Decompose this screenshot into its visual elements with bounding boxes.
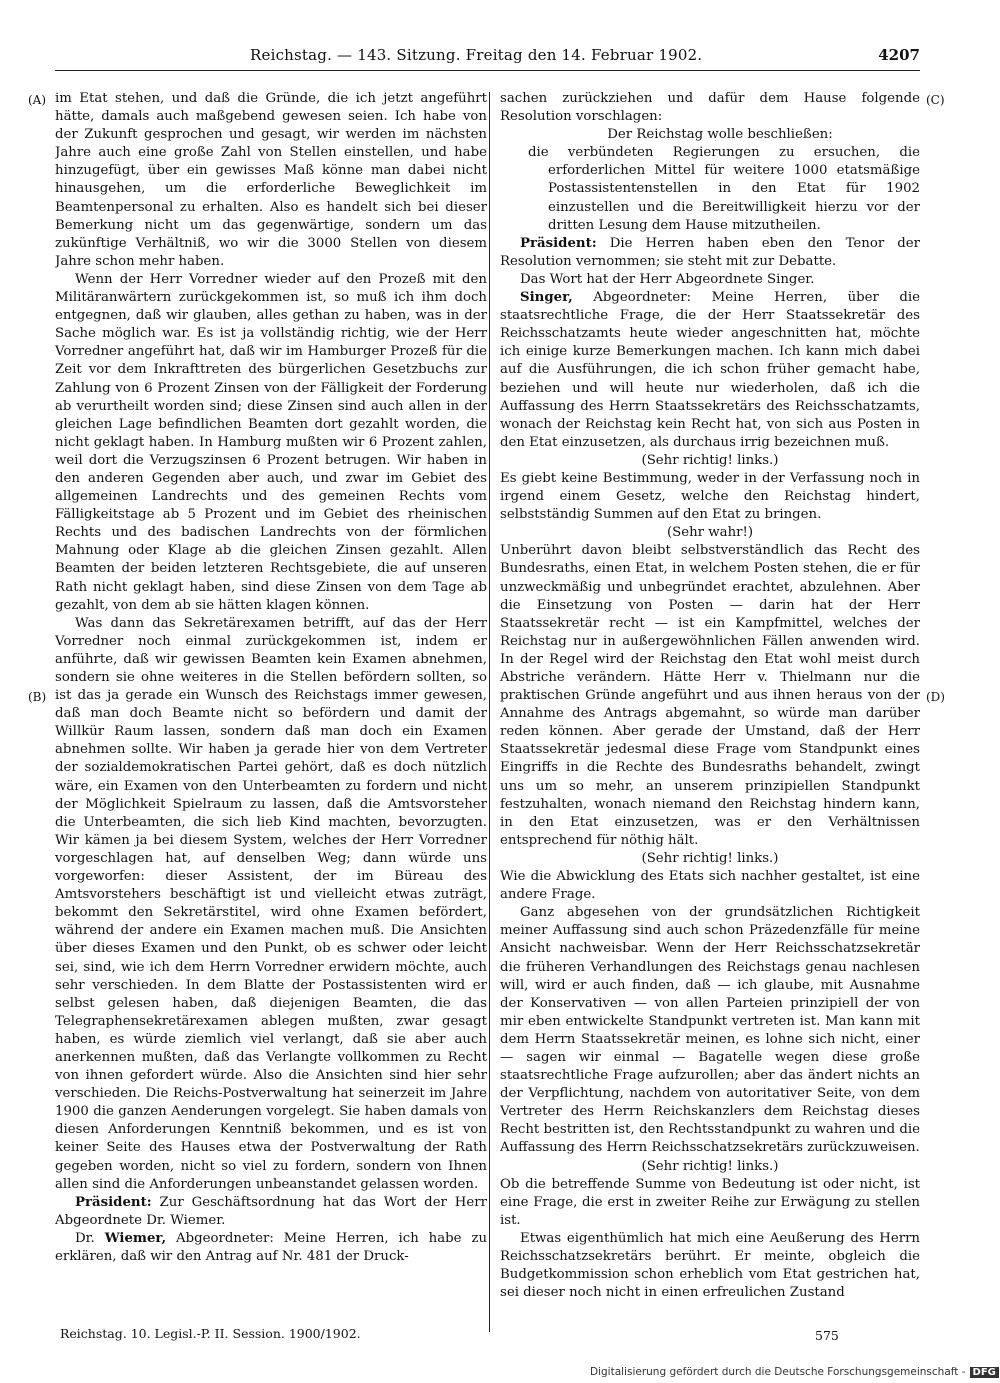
page-number: 4207: [878, 46, 920, 64]
speech-text: Zur Geschäftsordnung hat das Wort der Herr Abgeordnete Dr. Wiemer.: [55, 1194, 487, 1228]
paragraph: Was dann das Sekretärexamen betrifft, auf das der Herr Vorredner noch einmal zurückgekommen ist, indem er anführte, daß wir gewissen Beamten kein Examen abnehmen, sondern sie ohne weiteres in die Stellen befördern sollten, so ist das ja gerade ein Wunsch des Reichstags immer gewesen, daß man doch Beamte nicht so befördern und damit der Willkür Raum lassen, sondern daß man doch ein Examen abnehmen sollte. Wir haben ja gerade hier von dem Vertreter der sozialdemokratischen Partei gehört, daß es doch nützlich wäre, ein Examen von den Unterbeamten zu fordern und nicht der Möglichkeit Spielraum zu lassen, daß die Amtsvorsteher die Unterbeamten, die sich lieb Kind machten, bevorzugten. Wir kämen ja bei diesem System, welches der Herr Vorredner vorgeschlagen hat, auf denselben Weg; dann würde uns vorgeworfen: dieser Assistent, der im Büreau des Amtsvorstehers beschäftigt ist und vielleicht etwas zuträgt, bekommt den Sekretärstitel, wird ohne Examen befördert, während der andere ein Examen machen muß. Die Ansichten über dieses Examen und den Punkt, ob es schwer oder leicht sei, sind, wie ich dem Herrn Vorredner erwidern möchte, auch sehr verschieden. In dem Blatte der Postassistenten wird er selbst gelesen haben, daß diejenigen Beamten, die das Telegraphensekretärexamen ablegen mußten, zwar gesagt haben, es würde ziemlich viel verlangt, daß sie aber auch anerkennen mußten, daß das Verlangte vollkommen zu Recht von ihnen gefordert würde. Also die Ansichten sind hier sehr verschieden. Die Reichs-Postverwaltung hat seinerzeit im Jahre 1900 die ganzen Aenderungen vorgelegt. Sie haben damals von diesen Anforderungen Kenntniß bekommen, und es ist von keiner Seite des Hauses etwa der Postverwaltung der Rath gegeben worden, nicht so viel zu fordern, sondern von Ihnen allen sind die Anforderungen unbeanstandet gelassen worden.: [55, 615, 487, 1192]
resolution-heading: Der Reichstag wolle beschließen:: [607, 127, 833, 143]
speaker-name: Präsident:: [520, 235, 597, 251]
speaker-name: Präsident:: [75, 1194, 152, 1210]
left-column: [55, 90, 487, 1360]
paragraph: Unberührt davon bleibt selbstverständlich das Recht des Bundesraths, einen Etat, in welchem Posten stehen, die er für unzweckmäßig und unbegründet erachtet, abzulehnen. Aber die Einsetzung von Posten — darin hat der Herr Staatssekretär recht — ist ein Kampfmittel, welches der Reichstag nur in außergewöhnlichen Fällen anwenden wird. In der Regel wird der Reichstag den Etat wohl meist durch Abstriche verändern. Hätte Herr v. Thielmann nur die praktischen Gründe angeführt und aus ihnen heraus von der Annahme des Antrags abgemahnt, so würde man darüber reden können. Aber gerade der Umstand, daß der Herr Staatssekretär jedesmal diese Frage vom Standpunkt eines Eingriffs in die Rechte des Bundesraths behandelt, zwingt uns um so mehr, an unserem prinzipiellen Standpunkt festzuhalten, wonach niemand den Reichstag hindern kann, in den Etat einzusetzen, was er den Verhältnissen entsprechend für nöthig hält.: [500, 543, 920, 848]
speaker-title: Dr.: [75, 1230, 105, 1246]
speech-text: Abgeordneter: Meine Herren, über die staatsrechtliche Frage, die der Herr Staatssekretär des Reichsschatzamts heute wieder angeschnitten hat, möchte ich einige kurze Bemerkungen machen. Ich kann mich dabei auf die Ausführungen, die ich schon früher gemacht habe, beziehen und will heute nur wiederholen, daß ich die Auffassung des Herrn Staatssekretärs des Reichsschatzamts, wonach der Reichstag kein Recht hat, von sich aus Posten in den Etat einzusetzen, als durchaus irrig bezeichnen muß.: [500, 290, 920, 450]
paragraph: Es giebt keine Bestimmung, weder in der Verfassung noch in irgend einem Gesetz, welche den Reichstag hindert, selbstständig Summen auf den Etat zu bringen.: [500, 470, 920, 523]
column-divider: [489, 92, 490, 1332]
footer-citation: Reichstag. 10. Legisl.-P. II. Session. 1900/1902.: [60, 1326, 361, 1341]
margin-marker-b: (B): [28, 690, 47, 704]
paragraph: sachen zurückziehen und dafür dem Hause folgende Resolution vorschlagen:: [500, 91, 920, 125]
margin-marker-a: (A): [28, 93, 47, 107]
funding-text: Digitalisierung gefördert durch die Deutsche Forschungsgemeinschaft -: [590, 1366, 966, 1378]
footer-sheet-number: 575: [815, 1328, 839, 1343]
interjection: (Sehr richtig! links.): [641, 850, 779, 866]
paragraph: [500, 289, 920, 452]
speech-text: Abgeordneter: Meine Herren, ich habe zu erklären, daß wir den Antrag auf Nr. 481 der Druck-: [55, 1230, 487, 1264]
speaker-name: Wiemer,: [104, 1230, 167, 1246]
paragraph: Wenn der Herr Vorredner wieder auf den Prozeß mit den Militäranwärtern zurückgekommen ist, so muß ich ihm doch entgegnen, daß wir glauben, alles gethan zu haben, was in der Sache möglich war. Es ist ja vollständig richtig, wie der Herr Vorredner angeführt hat, daß wir im Hamburger Prozeß für die Zeit vor dem Inkrafttreten des bürgerlichen Gesetzbuchs zur Zahlung von 6 Prozent Zinsen von der Fälligkeit der Forderung ab verurtheilt worden sind; diese Zinsen sind auch allen in der gleichen Lage befindlichen Beamten dort gezahlt worden, die nicht geklagt haben. In Hamburg mußten wir 6 Prozent zahlen, weil dort die Verzugszinsen 6 Prozent betrugen. Wir haben in den anderen Gegenden aber auch, und zwar im Gebiet des allgemeinen Landrechts und des gemeinen Rechts vom Fälligkeitstage ab 5 Prozent und im Gebiet des rheinischen Rechts und des badischen Landrechts von der förmlichen Mahnung oder Klage ab die gleichen Zinsen gezahlt. Allen Beamten der beiden letzteren Rechtsgebiete, die auf unseren Rath nicht geklagt haben, sind diese Zinsen von dem Tage ab gezahlt, von dem ab sie hätten klagen können.: [55, 271, 487, 613]
running-header: [55, 44, 920, 71]
speech-text: Die Herren haben eben den Tenor der Resolution vernommen; sie steht mit zur Debatte.: [500, 235, 920, 269]
paragraph: [500, 235, 920, 271]
right-column: [500, 90, 920, 1360]
margin-marker-d: (D): [926, 690, 945, 704]
interjection: (Sehr wahr!): [666, 525, 754, 541]
margin-marker-c: (C): [926, 93, 945, 107]
paragraph: Etwas eigenthümlich hat mich eine Aeußerung des Herrn Reichsschatzsekretärs berührt. Er meinte, obgleich die Budgetkommission schon erheblich vom Etat gestrichen hat, sei dieser noch nicht in einen erfreulichen Zustand: [500, 1230, 920, 1301]
paragraph: Ob die betreffende Summe von Bedeutung ist oder nicht, ist eine Frage, die erst in zweiter Reihe zur Erwägung zu stellen ist.: [500, 1176, 920, 1228]
paragraph: Ganz abgesehen von der grundsätzlichen Richtigkeit meiner Auffassung sind auch schon Präzedenzfälle für meine Ansicht nachweisbar. Wenn der Herr Reichsschatzsekretär die früheren Verhandlungen des Reichstags genau nachlesen will, wird er auch finden, daß — ich glaube, mit Ausnahme der Konservativen — von allen Parteien prinzipiell der von mir eben entwickelte Standpunkt vertreten ist. Man kann mit dem Herrn Staatssekretär meinen, es lohne sich nicht, einer — sagen wir einmal — Bagatelle wegen diese große staatsrechtliche Frage aufzurollen; aber das ändert nichts an der Verpflichtung, nachdem von autoritativer Seite, von dem Vertreter des Herrn Reichskanzlers dem Reichstag dieses Recht bestritten ist, den Rechtsstandpunkt zu wahren und die Auffassung des Herrn Reichsschatzsekretärs zurückzuweisen.: [500, 905, 920, 1156]
funding-note: [590, 1366, 999, 1378]
paragraph: Das Wort hat der Herr Abgeordnete Singer.: [520, 271, 815, 287]
interjection: (Sehr richtig! links.): [641, 1158, 779, 1174]
paragraph: im Etat stehen, und daß die Gründe, die ich jetzt angeführt hätte, damals auch maßgebend gewesen seien. Ich habe von der Zukunft gesprochen und gesagt, wir werden im nächsten Jahre auch eine große Zahl von Stellen einstellen, und habe hinzugefügt, über ein gewisses Maß könne man dabei nicht hinausgehen, um die erforderliche Beweglichkeit im Beamtenpersonal zu erhalten. Also es handelt sich bei dieser Bemerkung nicht um das gegenwärtige, sondern um das zukünftige Verhältniß, wo wir die 3000 Stellen von diesem Jahre schon mehr haben.: [55, 91, 487, 269]
speaker-name: Singer,: [520, 290, 573, 306]
paragraph: [55, 1194, 487, 1230]
header-title: Reichstag. — 143. Sitzung. Freitag den 14. Februar 1902.: [250, 46, 703, 64]
interjection: (Sehr richtig! links.): [641, 452, 779, 468]
paragraph: Wie die Abwicklung des Etats sich nachher gestaltet, ist eine andere Frage.: [500, 869, 920, 903]
dfg-logo: DFG: [970, 1367, 999, 1378]
paragraph: [55, 1230, 487, 1266]
resolution-text: die verbündeten Regierungen zu ersuchen, die erforderlichen Mittel für weitere 1000 etatsmäßige Postassistentenstellen in den Etat für 1902 einzustellen und die Bereitwilligkeit hierzu vor der dritten Lesung dem Hause mitzutheilen.: [528, 145, 920, 233]
